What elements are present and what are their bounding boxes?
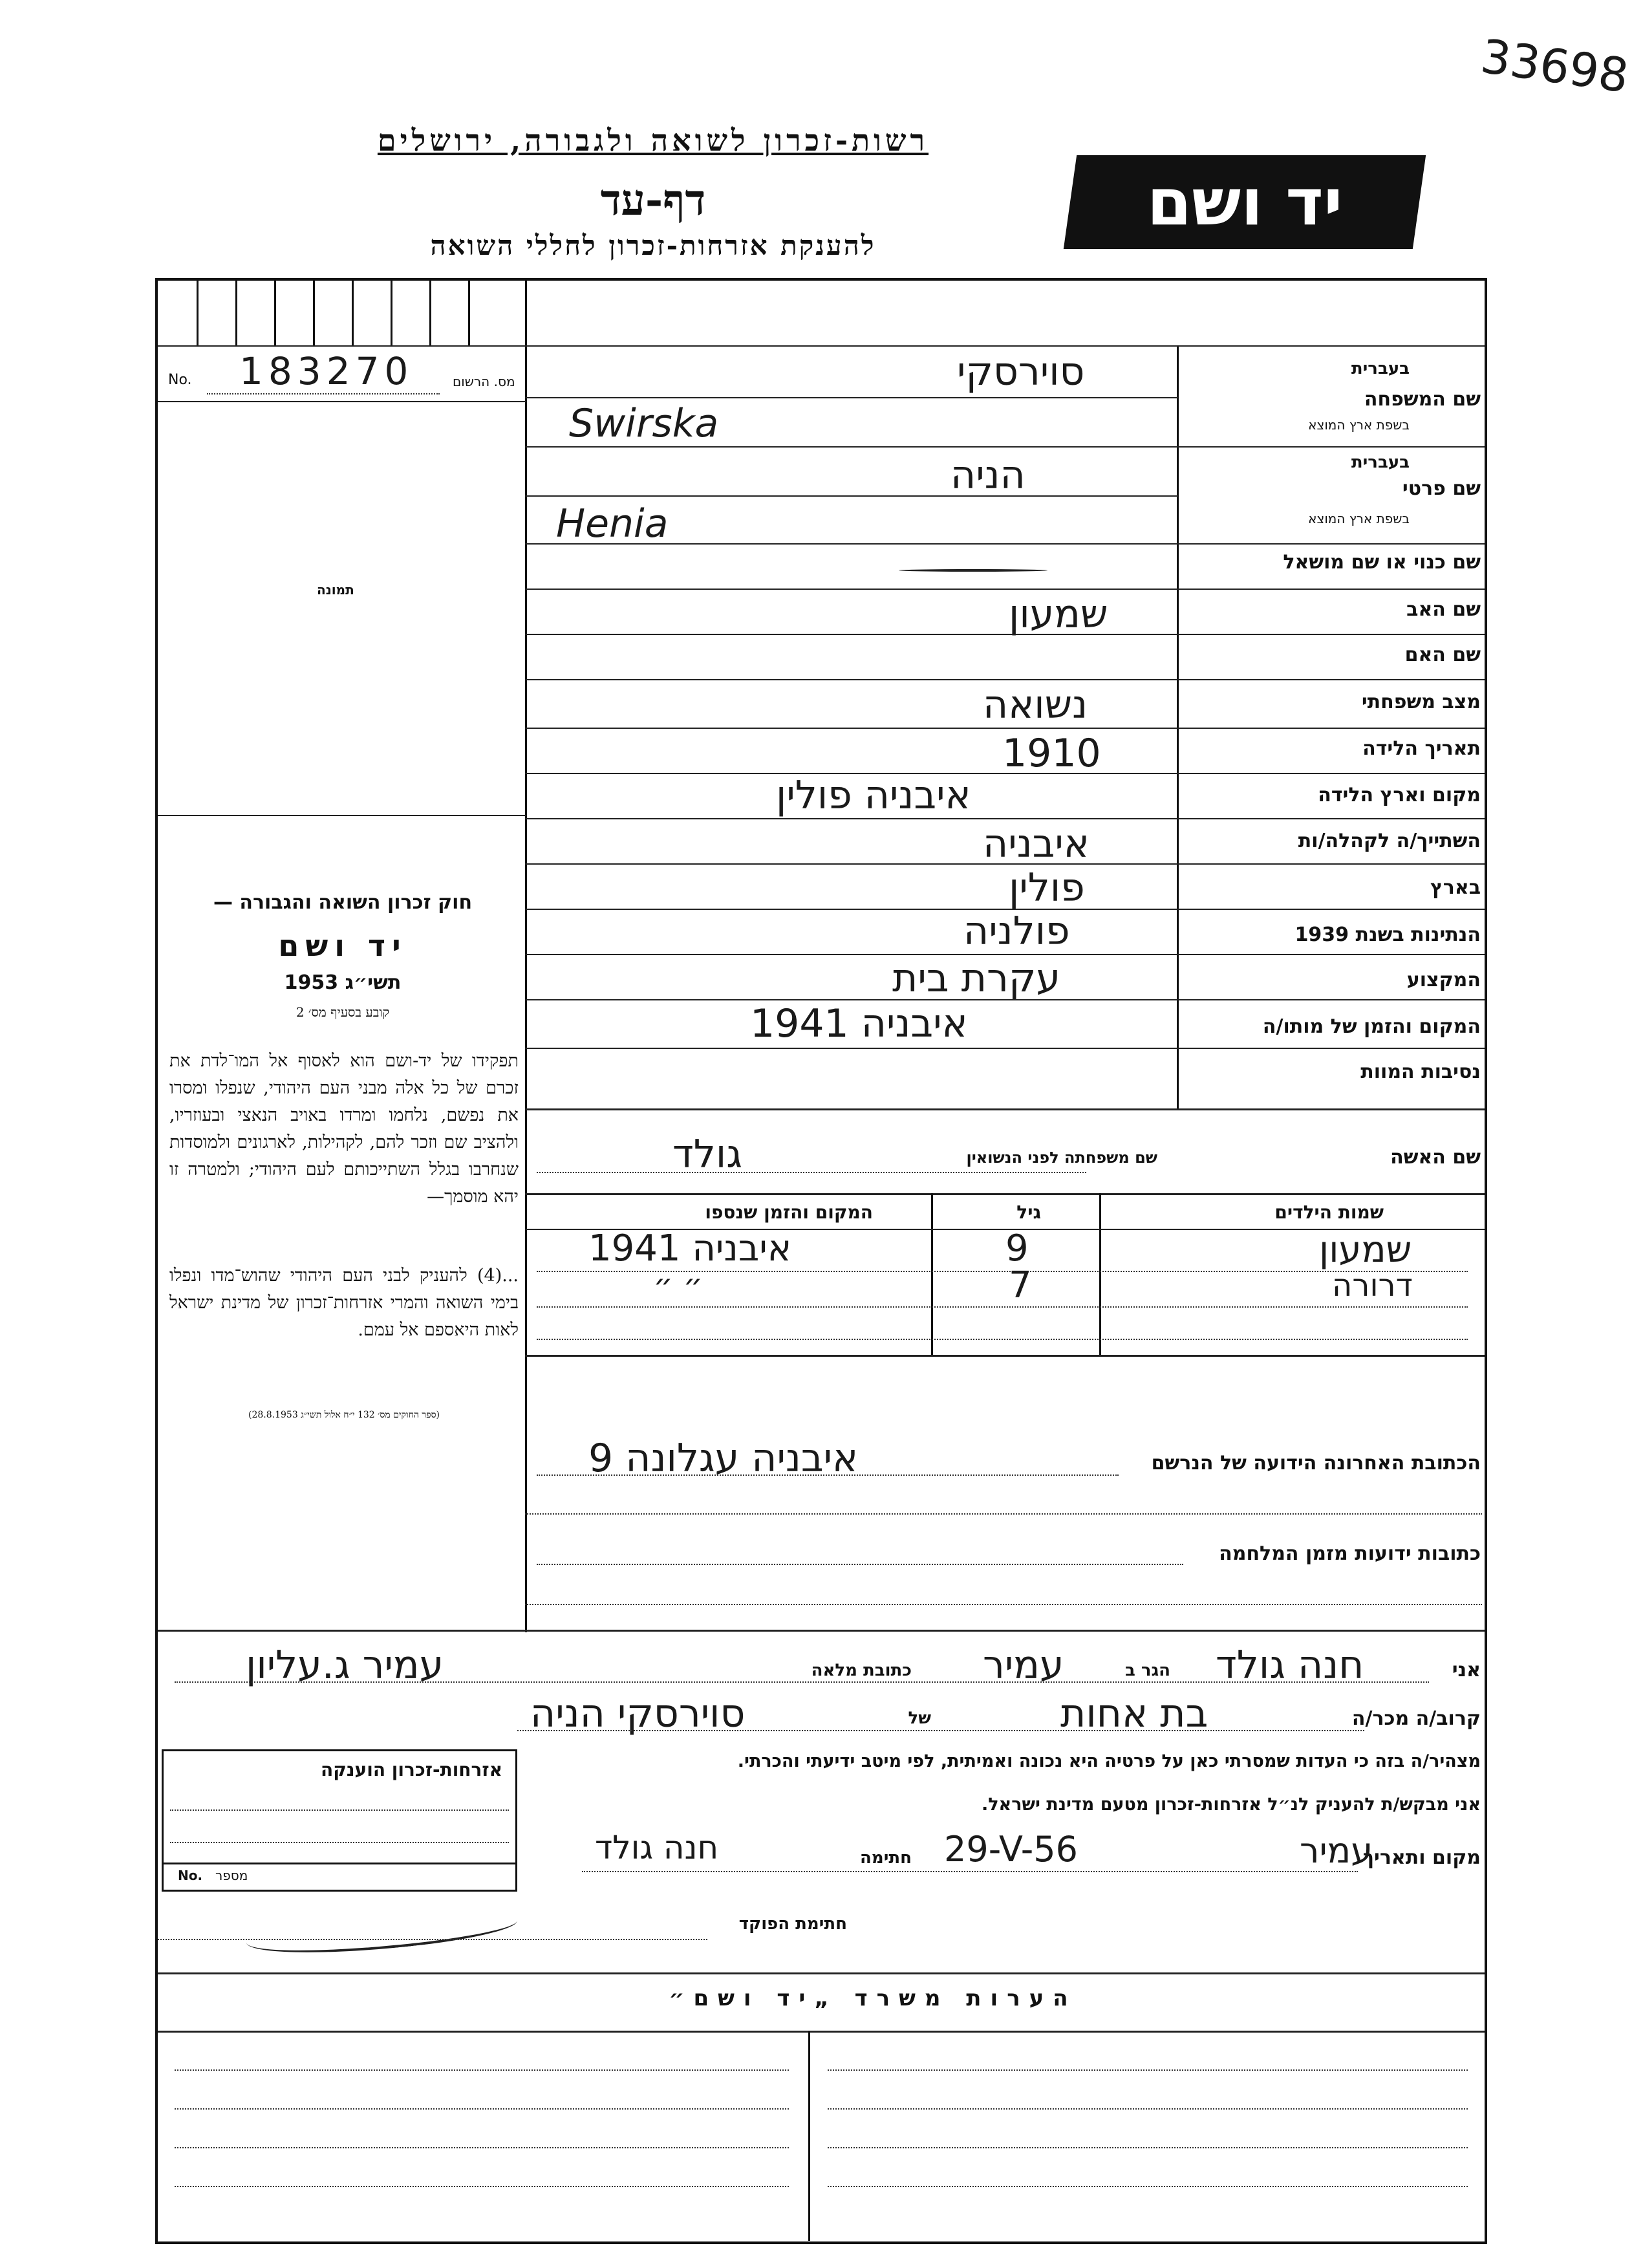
labels-column-divider bbox=[1177, 345, 1179, 1108]
declaration-request: אני מבקש/ת להעניק לנ״ל אזרחות-זכרון מטעם מדינת ישראל. bbox=[981, 1795, 1481, 1815]
registration-no-label: No. bbox=[168, 372, 192, 388]
child-1-place: איבניה 1941 bbox=[588, 1227, 792, 1269]
child-2-place: ״ ״ bbox=[653, 1268, 703, 1304]
spouse-maiden-label: שם משפחתה לפני הנשואין bbox=[966, 1149, 1157, 1167]
form-title: דף-עד bbox=[600, 175, 706, 225]
of-label: של bbox=[908, 1709, 931, 1728]
form-subtitle: להענקת אזרחות-זכרון לחללי השואה bbox=[430, 230, 876, 261]
first-name-origin: Henia bbox=[556, 501, 669, 546]
law-section: קובע בסעיף מס׳ 2 bbox=[295, 1004, 390, 1020]
birth-place: איבניה פולין bbox=[776, 773, 971, 818]
resides-label: הגר ב bbox=[1124, 1661, 1170, 1680]
spouse-label: שם האשה bbox=[1390, 1146, 1481, 1169]
profession-label: המקצוע bbox=[1406, 969, 1481, 991]
logo-text: יד ושם bbox=[1146, 164, 1343, 240]
declaration-place: עמיר bbox=[1300, 1830, 1373, 1871]
declaration-statement: מצהיר/ה בזה כי העדות שמסרתי כאן על פרטיה היא נכונה ואמיתית, לפי מיטב ידיעתי והכרתי. bbox=[737, 1751, 1481, 1771]
law-text-purpose: תפקידו של יד-ושם הוא לאסוף אל המו־לדת את זכרם של כל אלה מבני העם היהודי, שנפלו ומסרו את נפשם, נלחמו ומרדו באויב הנאצי ובעוזריו, ולהציב שם וזכר להם, לקהילות, לארגונים ולמוסדות שנחרבו בגלל השתייכותם לעם היהודי; ולמטרה זו יהא מוסמך— bbox=[169, 1051, 519, 1207]
signature-label: חתימה bbox=[860, 1848, 912, 1868]
institution-name: רשות-זכרון לשואה ולגבורה, ירושלים bbox=[377, 123, 929, 158]
place-date-label: מקום ותאריך bbox=[1362, 1846, 1481, 1869]
last-address: איבניה עגלונה 9 bbox=[588, 1436, 859, 1481]
full-address-label: כתובת מלאה bbox=[811, 1661, 912, 1680]
yad-vashem-logo bbox=[1064, 155, 1426, 249]
declaration-date: 29-V-56 bbox=[944, 1829, 1079, 1870]
left-column-divider bbox=[525, 281, 527, 1632]
death-place-label: המקום והזמן של מותו/ה bbox=[1262, 1015, 1481, 1038]
family-name-origin: Swirska bbox=[569, 401, 719, 446]
declaration-i-label: אני bbox=[1452, 1659, 1481, 1681]
witness-address: עמיר ג.עליון bbox=[246, 1643, 444, 1688]
marital-status: נשואה bbox=[983, 682, 1088, 728]
first-name-origin-label: בשפת ארץ המוצא bbox=[1308, 511, 1410, 526]
registration-boxes bbox=[158, 281, 526, 345]
community: איבניה bbox=[983, 821, 1090, 867]
remarks-divider bbox=[808, 2031, 810, 2241]
community-label: השתייך/ה לקהלה/ות bbox=[1298, 830, 1481, 852]
law-reference: (ספר החוקים מס׳ 132 י״ח אלול תשי״ג 28.8.1953) bbox=[248, 1410, 440, 1420]
resides-place: עמיר bbox=[983, 1643, 1064, 1688]
office-remarks-title: הערות משרד „יד ושם״ bbox=[669, 1985, 1077, 2011]
marital-status-label: מצב משפחתי bbox=[1361, 691, 1481, 713]
first-name-hebrew: הניה bbox=[950, 453, 1025, 498]
child-1-age: 9 bbox=[1005, 1227, 1029, 1269]
children-age-header: גיל bbox=[1016, 1202, 1041, 1223]
family-name-label: שם המשפחה bbox=[1364, 388, 1481, 411]
father-name: שמעון bbox=[1009, 592, 1108, 637]
family-name-hebrew-label: בעברית bbox=[1351, 359, 1410, 378]
first-name-hebrew-label: בעברית bbox=[1351, 453, 1410, 472]
nickname-label: שם כנוי או שם מושאל bbox=[1283, 551, 1481, 574]
country-label: בארץ bbox=[1430, 876, 1481, 899]
profession: עקרת בית bbox=[892, 956, 1061, 1001]
citizenship-no-label: No. bbox=[178, 1868, 203, 1883]
relation: בת אחות bbox=[1060, 1691, 1208, 1736]
witness-signature: חנה גולד bbox=[595, 1829, 719, 1866]
citizenship-number-label: מספר bbox=[215, 1868, 248, 1883]
citizenship-granted-title: אזרחות-זכרון הוענקה bbox=[321, 1759, 502, 1780]
family-name-origin-label: בשפת ארץ המוצא bbox=[1308, 417, 1410, 433]
law-name: יד ושם bbox=[278, 928, 407, 963]
wartime-address-label: כתובות ידועות מזמן המלחמה bbox=[1219, 1542, 1481, 1565]
birth-date-label: תאריך הלידה bbox=[1362, 737, 1481, 760]
archive-number: 33698 bbox=[1477, 28, 1632, 103]
photo-label: תמונה bbox=[317, 582, 354, 598]
birth-place-label: מקום וארץ הלידה bbox=[1318, 784, 1481, 806]
registration-label: מס. הרשום bbox=[453, 374, 515, 389]
citizenship: פולניה bbox=[963, 909, 1070, 954]
children-names-header: שמות הילדים bbox=[1274, 1202, 1384, 1223]
child-2-name: דרורה bbox=[1332, 1268, 1413, 1304]
death-place: איבניה 1941 bbox=[750, 1001, 968, 1046]
law-title: חוק זכרון השואה והגבורה — bbox=[213, 891, 473, 914]
mother-label: שם האם bbox=[1404, 643, 1481, 666]
last-address-label: הכתובת האחרונה הידועה של הנרשם bbox=[1151, 1452, 1481, 1474]
registration-number: 183270 bbox=[239, 349, 414, 393]
witness-name: חנה גולד bbox=[1216, 1643, 1364, 1688]
birth-date: 1910 bbox=[1002, 731, 1101, 776]
officer-signature-label: חתימת הפוקד bbox=[738, 1914, 847, 1934]
of-victim: סוירסקי הניה bbox=[530, 1691, 746, 1736]
citizenship-label: הנתינות בשנת 1939 bbox=[1294, 923, 1481, 946]
father-label: שם האב bbox=[1406, 598, 1481, 621]
family-name-hebrew: סוירסקי bbox=[957, 349, 1085, 394]
law-text-citizenship: ...(4) להעניק לבני העם היהודי שהוש־מדו ונפלו בימי השואה והמרי אזרחות־זכרון של מדינת ישראל לאות היאספם אל עמם. bbox=[169, 1266, 519, 1340]
nickname-blank-stroke bbox=[899, 569, 1047, 572]
country: פולין bbox=[1009, 865, 1085, 911]
law-year: תשי״ג 1953 bbox=[284, 971, 402, 994]
relative-label: קרוב/ה מכר/ה bbox=[1351, 1707, 1481, 1730]
first-name-label: שם פרטי bbox=[1402, 477, 1481, 500]
child-1-name: שמעון bbox=[1319, 1229, 1412, 1271]
spouse-maiden-name: גולד bbox=[672, 1132, 742, 1177]
citizenship-granted-box bbox=[162, 1749, 517, 1892]
child-2-age: 7 bbox=[1009, 1264, 1032, 1306]
death-circumstances-label: נסיבות המוות bbox=[1360, 1061, 1481, 1083]
children-place-header: המקום והזמן שנספו bbox=[705, 1202, 873, 1223]
